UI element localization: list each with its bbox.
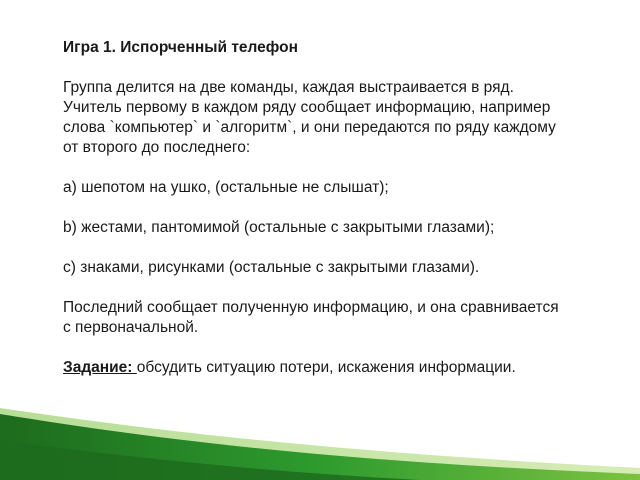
list-item-b: b) жестами, пантомимой (остальные с закрытыми глазами); — [63, 219, 495, 236]
intro-paragraph: Группа делится на две команды, каждая выстраивается в ряд. Учитель первому в каждом ряду сообщает информацию, например слова `компьютер` и `алгоритм`, и они передаются по ряду каждому от второго до последнего: — [63, 79, 556, 156]
task-label: Задание: — [63, 359, 137, 376]
list-item-c: с) знаками, рисунками (остальные с закрытыми глазами). — [63, 259, 480, 276]
list-item-a: а) шепотом на ушко, (остальные не слышат); — [63, 179, 389, 196]
conclusion-paragraph: Последний сообщает полученную информацию, и она сравнивается с первоначальной. — [63, 299, 559, 336]
slide-title: Игра 1. Испорченный телефон — [63, 39, 298, 56]
task-text: обсудить ситуацию потери, искажения информации. — [136, 359, 516, 376]
